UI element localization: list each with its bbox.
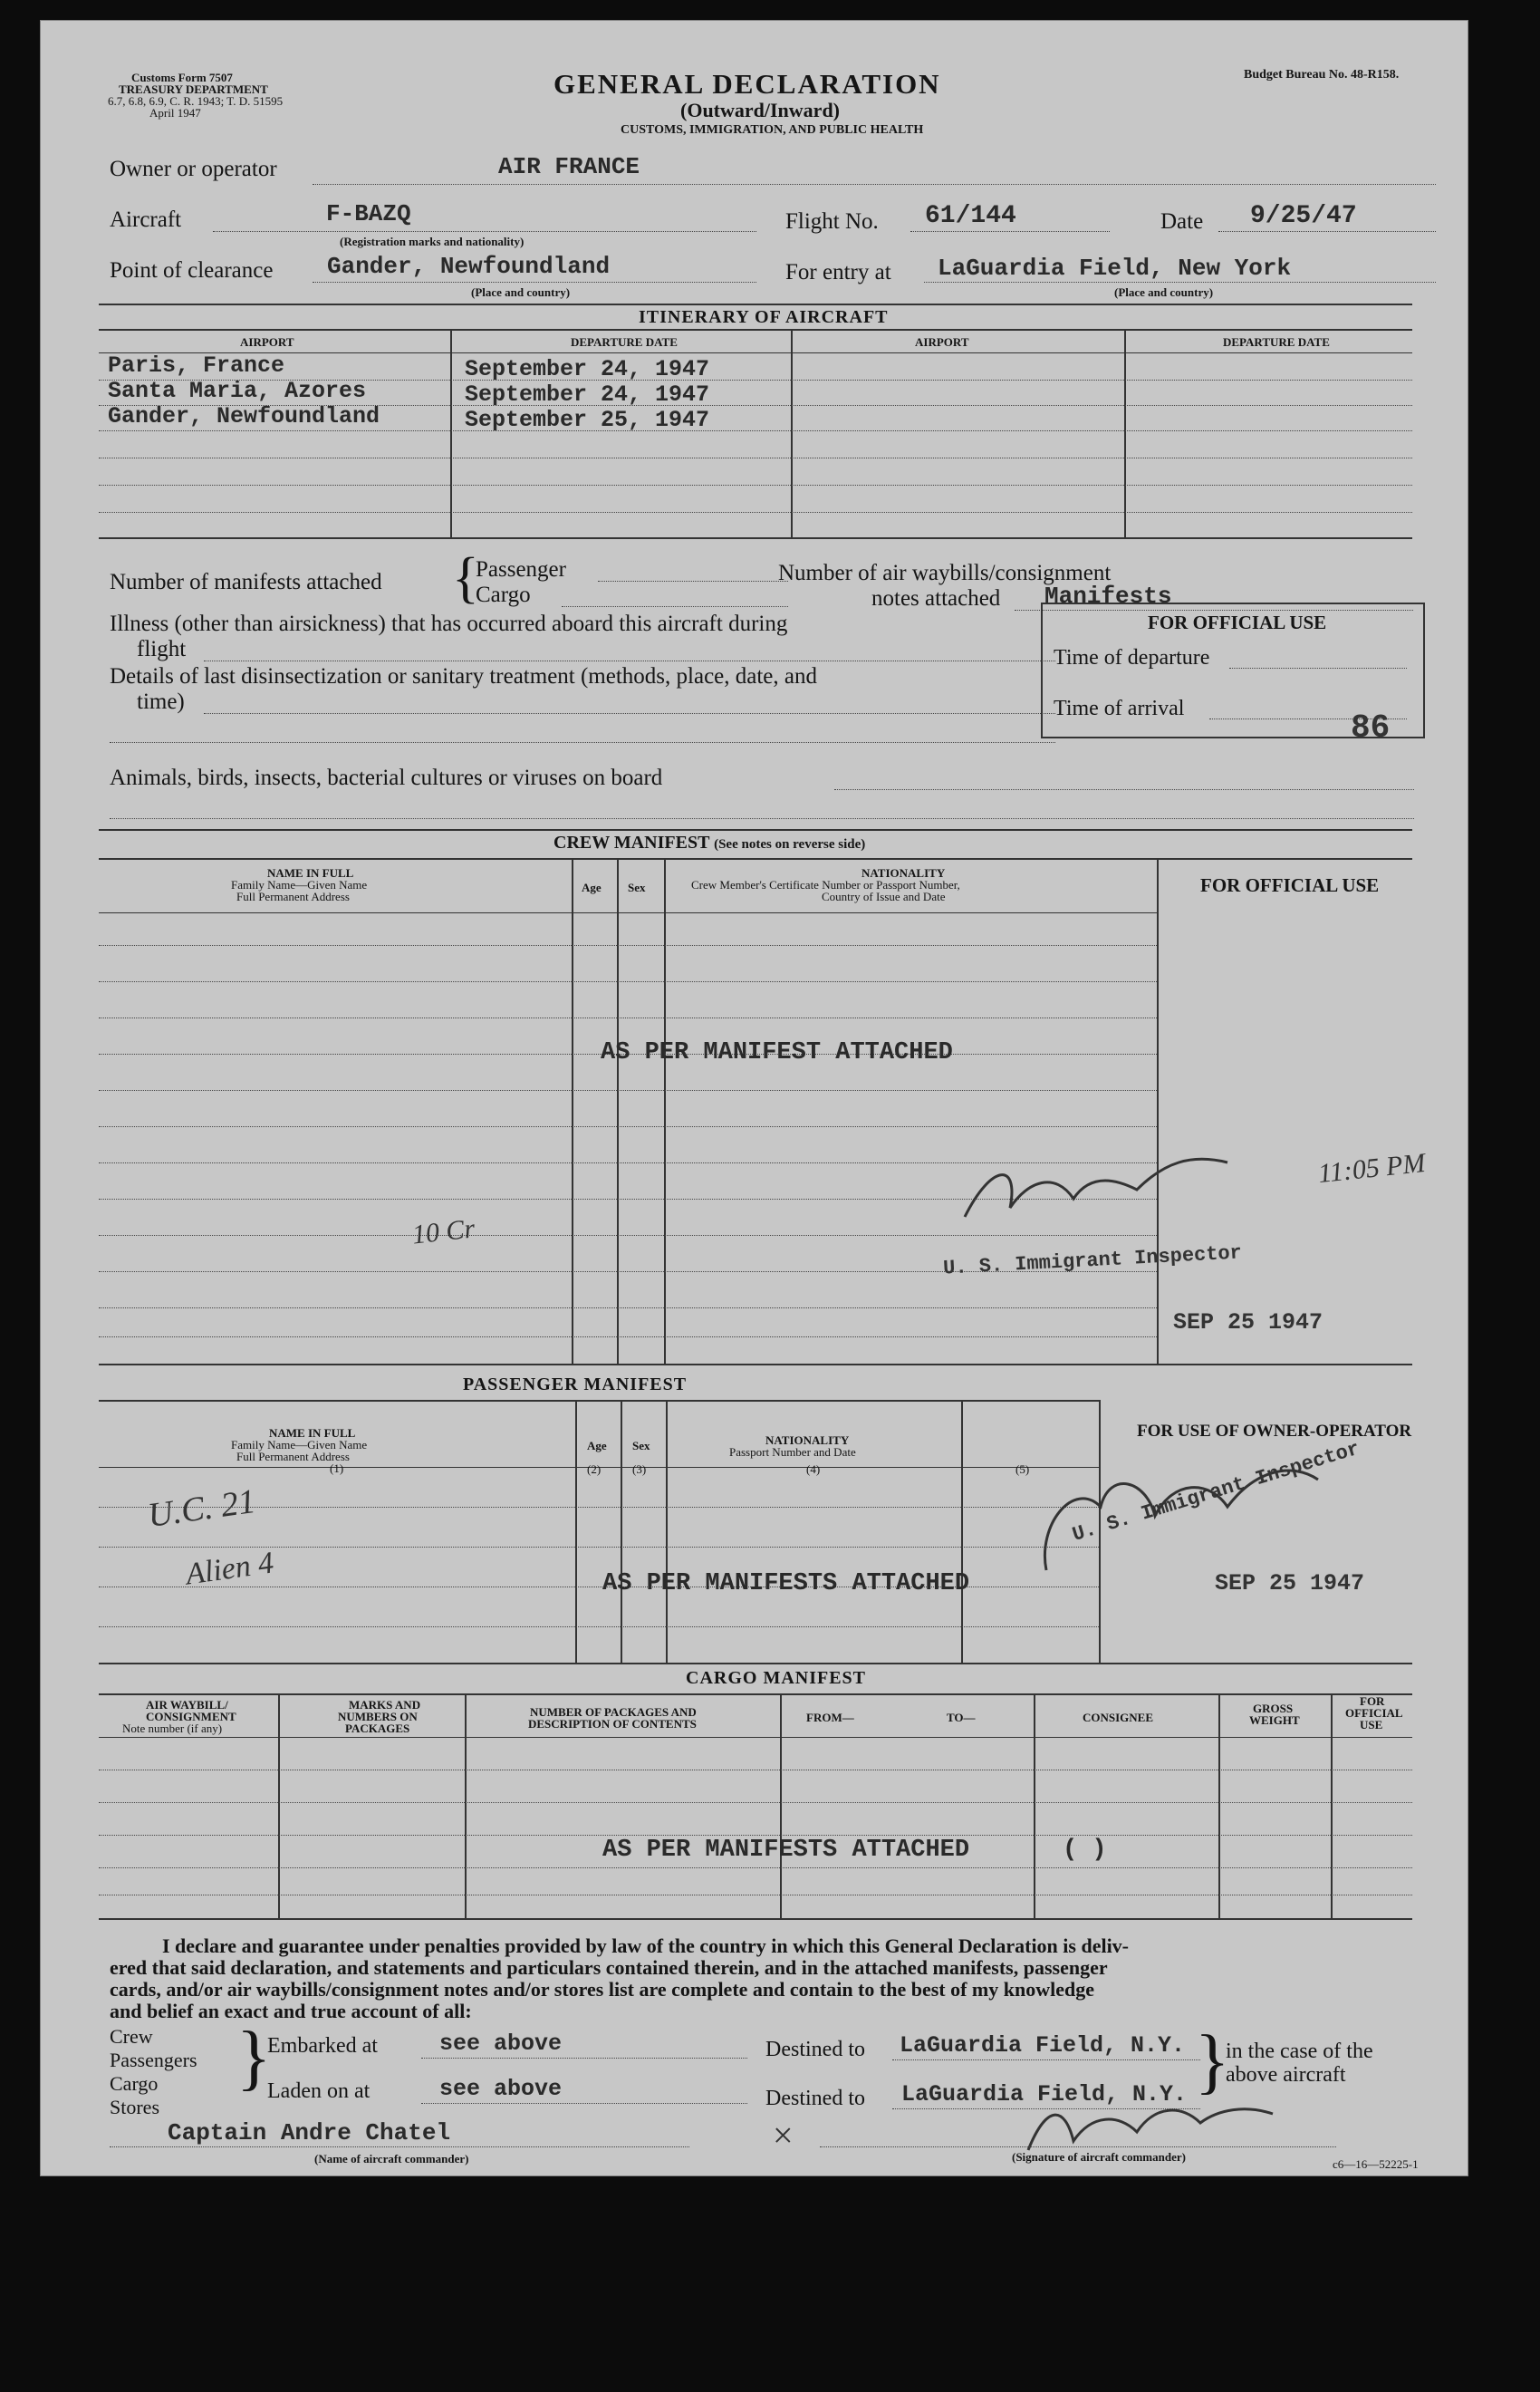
waybills-label-1: Number of air waybills/consignment xyxy=(778,561,1112,585)
passenger-col-age: Age xyxy=(587,1439,607,1452)
time-departure-label: Time of departure xyxy=(1054,646,1210,670)
clearance-label: Point of clearance xyxy=(110,258,274,283)
itinerary-title: ITINERARY OF AIRCRAFT xyxy=(639,307,889,327)
case-label-2: above aircraft xyxy=(1226,2063,1346,2087)
passenger-col-5: (5) xyxy=(1015,1462,1030,1476)
date-label: Date xyxy=(1160,209,1204,234)
cargo-col-official-1: FOR xyxy=(1360,1694,1385,1708)
destined-label-1: Destined to xyxy=(765,2038,865,2061)
animals-label: Animals, birds, insects, bacterial cultures or viruses on board xyxy=(110,766,663,790)
passenger-handwritten-2: Alien 4 xyxy=(183,1546,276,1592)
form-id-1: Customs Form 7507 xyxy=(131,71,233,84)
form-subtitle: (Outward/Inward) xyxy=(680,99,841,121)
clearance-value: Gander, Newfoundland xyxy=(327,253,611,280)
cargo-col-from: FROM— xyxy=(806,1711,854,1724)
crew-inspector-stamp: U. S. Immigrant Inspector xyxy=(942,1241,1243,1280)
cargo-col-weight-1: GROSS xyxy=(1253,1702,1294,1715)
itinerary-airport-1: Paris, France xyxy=(108,352,285,379)
itinerary-col-departure: DEPARTURE DATE xyxy=(571,335,678,349)
declaration-crew: Crew xyxy=(110,2025,153,2048)
declaration-line-1: I declare and guarantee under penalties provided by law of the country in which this General Declaration is deliv- xyxy=(162,1934,1130,1957)
aircraft-caption: (Registration marks and nationality) xyxy=(340,235,525,248)
passenger-col-nat-1: NATIONALITY xyxy=(765,1433,850,1447)
disinsect-label-1: Details of last disinsectization or sanitary treatment (methods, place, date, and xyxy=(110,664,817,689)
aircraft-value: F-BAZQ xyxy=(326,200,411,227)
declaration-stores: Stores xyxy=(110,2096,159,2118)
declaration-brace: } xyxy=(236,2018,272,2098)
commander-name: Captain Andre Chatel xyxy=(168,2119,451,2146)
crew-body: AS PER MANIFEST ATTACHED xyxy=(601,1039,953,1066)
laden-value: see above xyxy=(439,2076,563,2102)
cargo-body: AS PER MANIFESTS ATTACHED xyxy=(602,1837,970,1864)
declaration-cargo: Cargo xyxy=(110,2072,159,2095)
signature-mark: × xyxy=(773,2115,794,2156)
budget-number: Budget Bureau No. 48-R158. xyxy=(1244,68,1400,82)
cargo-col-waybill-3: Note number (if any) xyxy=(122,1722,223,1735)
form-id-4: April 1947 xyxy=(149,106,201,120)
print-code: c6—16—52225-1 xyxy=(1333,2157,1419,2171)
embarked-label: Embarked at xyxy=(267,2034,378,2058)
owner-label: Owner or operator xyxy=(110,157,277,181)
destined-brace: } xyxy=(1195,2021,1230,2101)
form-id-2: TREASURY DEPARTMENT xyxy=(119,82,268,96)
signature-caption: (Signature of aircraft commander) xyxy=(1012,2150,1186,2164)
passenger-body: AS PER MANIFESTS ATTACHED xyxy=(602,1570,970,1597)
crew-stamp-date: SEP 25 1947 xyxy=(1173,1309,1323,1336)
cargo-manifest-title: CARGO MANIFEST xyxy=(686,1668,867,1688)
form-id-3: 6.7, 6.8, 6.9, C. R. 1943; T. D. 51595 xyxy=(108,94,284,108)
destined-value-1: LaGuardia Field, N.Y. xyxy=(900,2032,1186,2059)
cargo-col-waybill-2: CONSIGNMENT xyxy=(146,1710,236,1723)
passenger-col-name-2: Family Name—Given Name xyxy=(231,1438,368,1452)
manifests-label: Number of manifests attached xyxy=(110,570,382,594)
waybills-value: Manifests xyxy=(1044,583,1172,610)
itinerary-col-departure-2: DEPARTURE DATE xyxy=(1223,335,1330,349)
cargo-col-waybill-1: AIR WAYBILL/ xyxy=(146,1698,228,1712)
crew-col-sex: Sex xyxy=(628,881,646,894)
crew-col-age: Age xyxy=(582,881,602,894)
passenger-col-nat-2: Passport Number and Date xyxy=(729,1445,856,1459)
crew-handwritten-note: 10 Cr xyxy=(410,1213,476,1250)
passenger-inspector-stamp: U. S. Immigrant Inspector xyxy=(1070,1437,1362,1547)
cargo-col-marks-2: NUMBERS ON xyxy=(338,1710,418,1723)
cargo-col-to: TO— xyxy=(947,1711,976,1724)
itinerary-date-2: September 24, 1947 xyxy=(465,381,710,408)
passenger-col-nat-num: (4) xyxy=(806,1462,821,1476)
crew-col-nat-3: Country of Issue and Date xyxy=(822,890,946,903)
cargo-col-official-3: USE xyxy=(1360,1718,1383,1731)
destined-label-2: Destined to xyxy=(765,2087,865,2110)
crew-col-nat-2: Crew Member's Certificate Number or Passport Number, xyxy=(691,878,960,892)
general-declaration-form xyxy=(40,20,1468,2176)
itinerary-date-1: September 24, 1947 xyxy=(465,356,710,382)
passenger-col-sex: Sex xyxy=(632,1439,650,1452)
crew-col-name-1: NAME IN FULL xyxy=(267,866,354,880)
itinerary-date-3: September 25, 1947 xyxy=(465,407,710,433)
crew-handwritten-time: 11:05 PM xyxy=(1316,1147,1427,1190)
manifests-cargo-label: Cargo xyxy=(476,583,531,607)
entry-value: LaGuardia Field, New York xyxy=(938,255,1292,282)
cargo-col-marks-1: MARKS AND xyxy=(349,1698,421,1712)
flight-label: Flight No. xyxy=(785,209,879,234)
passenger-col-age-num: (2) xyxy=(587,1462,602,1476)
aircraft-label: Aircraft xyxy=(110,207,182,232)
declaration-passengers: Passengers xyxy=(110,2049,197,2071)
crew-col-name-2: Family Name—Given Name xyxy=(231,878,368,892)
declaration-line-2: ered that said declaration, and statements and particulars contained therein, and in the attached manifests, passenger xyxy=(110,1956,1108,1979)
passenger-col-name-1: NAME IN FULL xyxy=(269,1426,356,1440)
flight-value: 61/144 xyxy=(925,202,1016,230)
cargo-paren: ( ) xyxy=(1063,1837,1107,1864)
declaration-line-4: and belief an exact and true account of all: xyxy=(110,2000,472,2022)
form-title: GENERAL DECLARATION xyxy=(553,68,941,100)
cargo-col-consignee: CONSIGNEE xyxy=(1083,1711,1154,1724)
itinerary-airport-3: Gander, Newfoundland xyxy=(108,403,380,429)
passenger-col-owner: FOR USE OF OWNER-OPERATOR xyxy=(1137,1422,1412,1441)
passenger-handwritten-1: U.C. 21 xyxy=(145,1481,258,1536)
passenger-col-name-3: Full Permanent Address xyxy=(236,1450,350,1463)
cargo-col-packages-1: NUMBER OF PACKAGES AND xyxy=(530,1705,697,1719)
crew-inspector-signature xyxy=(956,1144,1246,1235)
form-subtitle-2: CUSTOMS, IMMIGRATION, AND PUBLIC HEALTH xyxy=(621,123,924,137)
crew-manifest-title: CREW MANIFEST (See notes on reverse side) xyxy=(553,833,866,853)
embarked-value: see above xyxy=(439,2030,563,2057)
disinsect-label-2: time) xyxy=(137,690,185,714)
laden-label: Laden on at xyxy=(267,2079,371,2103)
itinerary-col-airport: AIRPORT xyxy=(240,335,294,349)
itinerary-col-airport-2: AIRPORT xyxy=(915,335,969,349)
cargo-col-marks-3: PACKAGES xyxy=(345,1722,410,1735)
case-label-1: in the case of the xyxy=(1226,2040,1373,2063)
manifests-passenger-label: Passenger xyxy=(476,557,566,582)
crew-col-name-3: Full Permanent Address xyxy=(236,890,350,903)
passenger-col-name-num: (1) xyxy=(330,1461,344,1475)
crew-col-official: FOR OFFICIAL USE xyxy=(1200,874,1380,896)
time-arrival-label: Time of arrival xyxy=(1054,697,1185,720)
entry-label: For entry at xyxy=(785,260,891,285)
passenger-col-sex-num: (3) xyxy=(632,1462,647,1476)
itinerary-airport-2: Santa Maria, Azores xyxy=(108,378,367,404)
clearance-caption: (Place and country) xyxy=(471,285,571,299)
manifests-brace: { xyxy=(452,547,479,609)
cargo-col-packages-2: DESCRIPTION OF CONTENTS xyxy=(528,1717,697,1731)
commander-caption: (Name of aircraft commander) xyxy=(314,2152,469,2165)
declaration-line-3: cards, and/or air waybills/consignment notes and/or stores list are complete and contain to the best of my knowledge xyxy=(110,1978,1094,2001)
date-value: 9/25/47 xyxy=(1250,202,1357,230)
destined-value-2: LaGuardia Field, N.Y. xyxy=(901,2081,1188,2107)
cargo-col-official-2: OFFICIAL xyxy=(1345,1706,1403,1720)
owner-value: AIR FRANCE xyxy=(498,153,640,180)
crew-col-nat-1: NATIONALITY xyxy=(861,866,946,880)
passenger-manifest-title: PASSENGER MANIFEST xyxy=(463,1374,688,1394)
illness-label-2: flight xyxy=(137,637,187,661)
official-stamp-number: 86 xyxy=(1351,709,1391,747)
entry-caption: (Place and country) xyxy=(1114,285,1214,299)
passenger-stamp-date: SEP 25 1947 xyxy=(1215,1570,1365,1596)
illness-label-1: Illness (other than airsickness) that has occurred aboard this aircraft during xyxy=(110,612,788,636)
waybills-label-2: notes attached xyxy=(871,586,1001,611)
official-use-title: FOR OFFICIAL USE xyxy=(1148,612,1327,633)
cargo-col-weight-2: WEIGHT xyxy=(1249,1713,1300,1727)
